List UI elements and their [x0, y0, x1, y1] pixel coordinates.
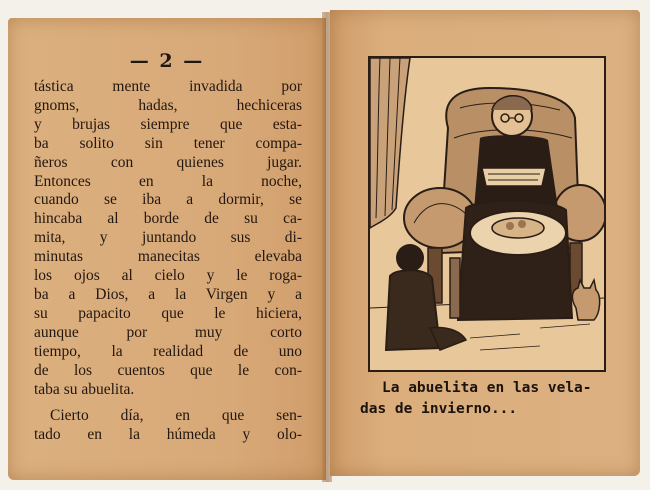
text-line: hincaba al borde de su ca-: [34, 210, 302, 228]
text-line: mita, y juntando sus di-: [34, 229, 302, 247]
story-text: [34, 78, 302, 445]
illustration-caption: [360, 378, 620, 420]
text-line: cuando se iba a dormir, se: [34, 191, 302, 209]
text-line: su papacito que le hiciera,: [34, 304, 302, 322]
text-line: tado en la húmeda y olo-: [34, 426, 302, 444]
text-line: tiempo, la realidad de uno: [34, 342, 302, 360]
text-line: tástica mente invadida por: [34, 78, 302, 95]
right-page: [330, 10, 640, 476]
text-line: Cierto día, en que sen-: [50, 407, 302, 425]
page-number: — 2 —: [129, 50, 205, 72]
text-line: minutas manecitas elevaba: [34, 248, 302, 266]
text-line: aunque por muy corto: [34, 323, 302, 341]
text-line: gnoms, hadas, hechiceras: [34, 96, 302, 114]
text-line: ba solito sin tener compa-: [34, 134, 302, 152]
text-line: de los cuentos que le con-: [34, 361, 302, 379]
illustration-drawing: [370, 58, 604, 370]
text-line: taba su abuelita.: [34, 380, 135, 398]
text-line: los ojos al cielo y le roga-: [34, 267, 302, 285]
text-line: y brujas siempre que esta-: [34, 115, 302, 133]
paragraph-gap: [34, 399, 302, 407]
left-page: [8, 18, 326, 480]
grandmother-illustration: [368, 56, 606, 372]
text-line: ñeros con quienes jugar.: [34, 153, 302, 171]
caption-line-2: das de invierno...: [360, 401, 518, 417]
text-line: Entonces en la noche,: [34, 172, 302, 190]
text-line: ba a Dios, a la Virgen y a: [34, 285, 302, 303]
caption-line-1: La abuelita en las vela-: [382, 380, 592, 396]
